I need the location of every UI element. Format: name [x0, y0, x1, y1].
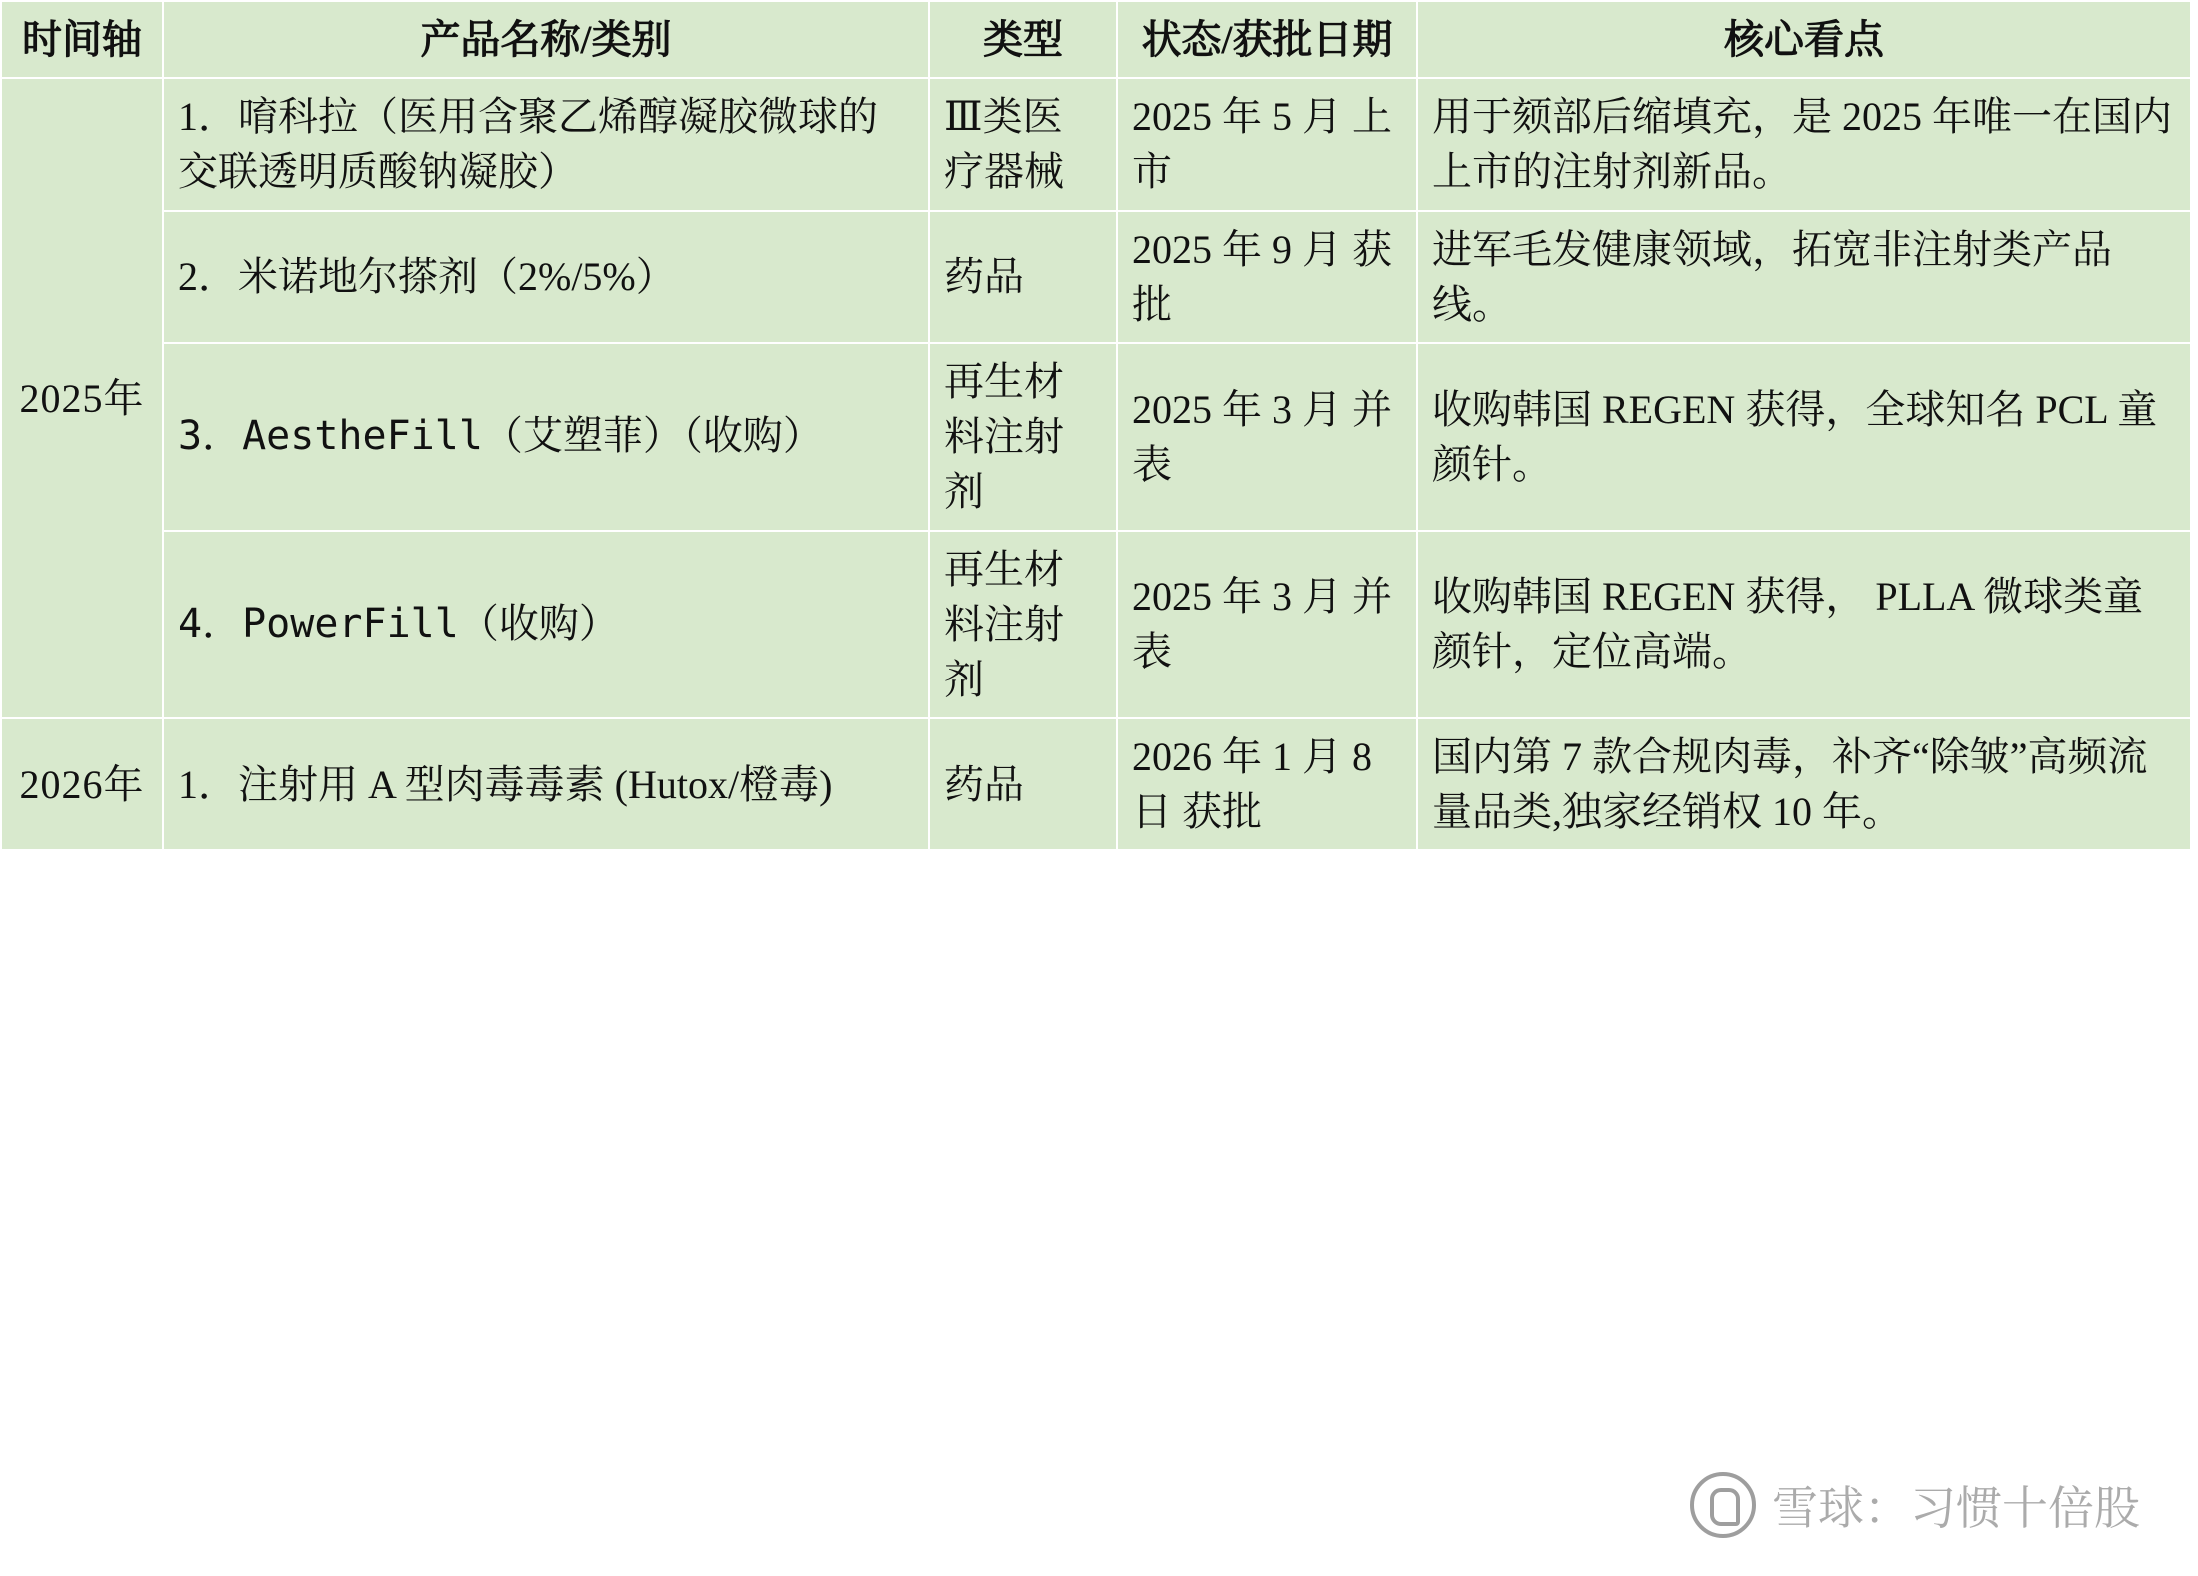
- cell-product-4: 4．PowerFill（收购）: [163, 531, 929, 719]
- cell-type-4: 再生材料注射剂: [929, 531, 1117, 719]
- cell-type-1: Ⅲ类医疗器械: [929, 78, 1117, 210]
- cell-highlight-4: 收购韩国 REGEN 获得， PLLA 微球类童颜针，定位高端。: [1417, 531, 2191, 719]
- cell-type-2: 药品: [929, 211, 1117, 343]
- table-row: [1, 531, 2191, 719]
- table-row: [1, 343, 2191, 531]
- cell-product-2: 2．米诺地尔搽剂（2%/5%）: [163, 211, 929, 343]
- cell-status-3: 2025 年 3 月 并表: [1117, 343, 1417, 531]
- snowball-logo-icon: [1690, 1472, 1756, 1538]
- column-header-timeline: 时间轴: [1, 1, 163, 78]
- table-header-row: [1, 1, 2191, 78]
- cell-product-1: 1．唷科拉（医用含聚乙烯醇凝胶微球的交联透明质酸钠凝胶）: [163, 78, 929, 210]
- cell-highlight-1: 用于颏部后缩填充，是 2025 年唯一在国内上市的注射剂新品。: [1417, 78, 2191, 210]
- cell-status-5: 2026 年 1 月 8 日 获批: [1117, 718, 1417, 850]
- table-body: [1, 78, 2191, 850]
- column-header-highlight: 核心看点: [1417, 1, 2191, 78]
- watermark: [1690, 1472, 2140, 1538]
- cell-product-5: 1．注射用 A 型肉毒毒素 (Hutox/橙毒): [163, 718, 929, 850]
- cell-type-5: 药品: [929, 718, 1117, 850]
- table-row: [1, 718, 2191, 850]
- cell-highlight-3: 收购韩国 REGEN 获得，全球知名 PCL 童颜针。: [1417, 343, 2191, 531]
- column-header-type: 类型: [929, 1, 1117, 78]
- cell-highlight-2: 进军毛发健康领域，拓宽非注射类产品线。: [1417, 211, 2191, 343]
- cell-status-2: 2025 年 9 月 获批: [1117, 211, 1417, 343]
- table-header: [1, 1, 2191, 78]
- cell-timeline-2025: 2025年: [1, 78, 163, 718]
- cell-highlight-5: 国内第 7 款合规肉毒，补齐“除皱”高频流量品类,独家经销权 10 年。: [1417, 718, 2191, 850]
- cell-timeline-2026: 2026年: [1, 718, 163, 850]
- table-row: [1, 211, 2191, 343]
- cell-status-1: 2025 年 5 月 上市: [1117, 78, 1417, 210]
- cell-product-3: 3．AestheFill（艾塑菲）（收购）: [163, 343, 929, 531]
- cell-status-4: 2025 年 3 月 并表: [1117, 531, 1417, 719]
- cell-type-3: 再生材料注射剂: [929, 343, 1117, 531]
- table-row: [1, 78, 2191, 210]
- column-header-product: 产品名称/类别: [163, 1, 929, 78]
- watermark-text: 雪球：习惯十倍股: [1772, 1482, 2140, 1534]
- column-header-status: 状态/获批日期: [1117, 1, 1417, 78]
